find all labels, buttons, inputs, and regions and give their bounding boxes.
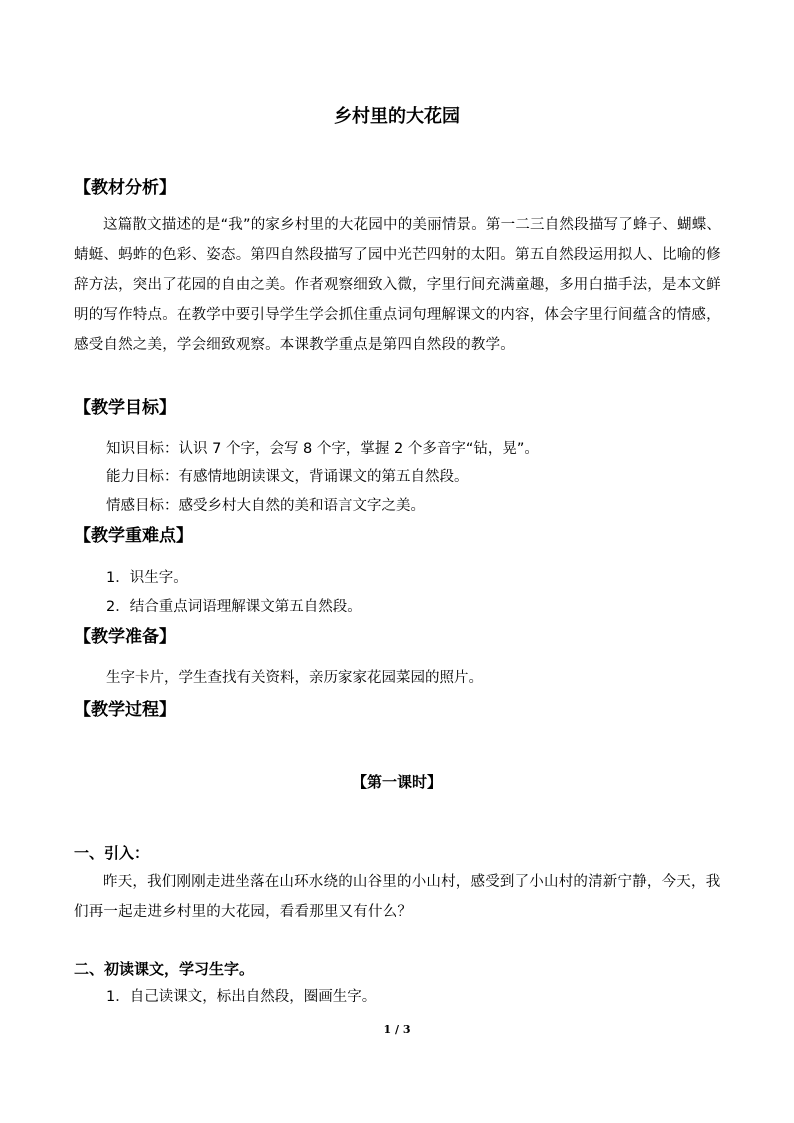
keypoint-item-2: 2．结合重点词语理解课文第五自然段。 [106,599,362,615]
goal-emotion: 情感目标：感受乡村大自然的美和语言文字之美。 [106,498,425,514]
preparation-text: 生字卡片，学生查找有关资料，亲历家家花园菜园的照片。 [106,670,483,686]
analysis-paragraph: 这篇散文描述的是“我”的家乡村里的大花园中的美丽情景。第一二三自然段描写了蜂子、蝴蝶、蜻蜓、蚂蚱的色彩、姿态。第四自然段描写了园中光芒四射的太阳。第五自然段运用拟人、比喻的修辞方法，突出了花园的自由之美。作者观察细致入微，字里行间充满童趣，多用白描手法，是本文鲜明的写作特点。在教学中要引导学生学会抓住重点词句理解课文的内容，体会字里行间蕴含的情感，感受自然之美，学会细致观察。本课教学重点是第四自然段的教学。 [74,217,722,353]
heading-goals: 【教学目标】 [74,398,176,418]
step2-heading: 二、初读课文，学习生字。 [74,960,255,978]
step1-paragraph: 昨天，我们刚刚走进坐落在山环水绕的山谷里的小山村，感受到了小山村的清新宁静，今天，我们再一起走进乡村里的大花园，看看那里又有什么？ [74,874,721,920]
page-number: 1 / 3 [383,1023,411,1036]
keypoint-item-1: 1．识生字。 [106,570,188,586]
heading-keypoints: 【教学重难点】 [74,526,193,546]
heading-process: 【教学过程】 [74,700,176,720]
step1-heading: 一、引入： [74,844,150,862]
document-title: 乡村里的大花园 [334,106,460,127]
goal-knowledge: 知识目标：认识 7 个字，会写 8 个字，掌握 2 个多音字“钻，晃”。 [106,441,539,457]
goal-ability: 能力目标：有感情地朗读课文，背诵课文的第五自然段。 [106,469,469,485]
heading-analysis: 【教材分析】 [74,178,176,198]
step2-item-1: 1．自己读课文，标出自然段，圈画生字。 [106,989,377,1005]
lesson-heading: 【第一课时】 [351,773,442,791]
heading-preparation: 【教学准备】 [74,627,176,647]
